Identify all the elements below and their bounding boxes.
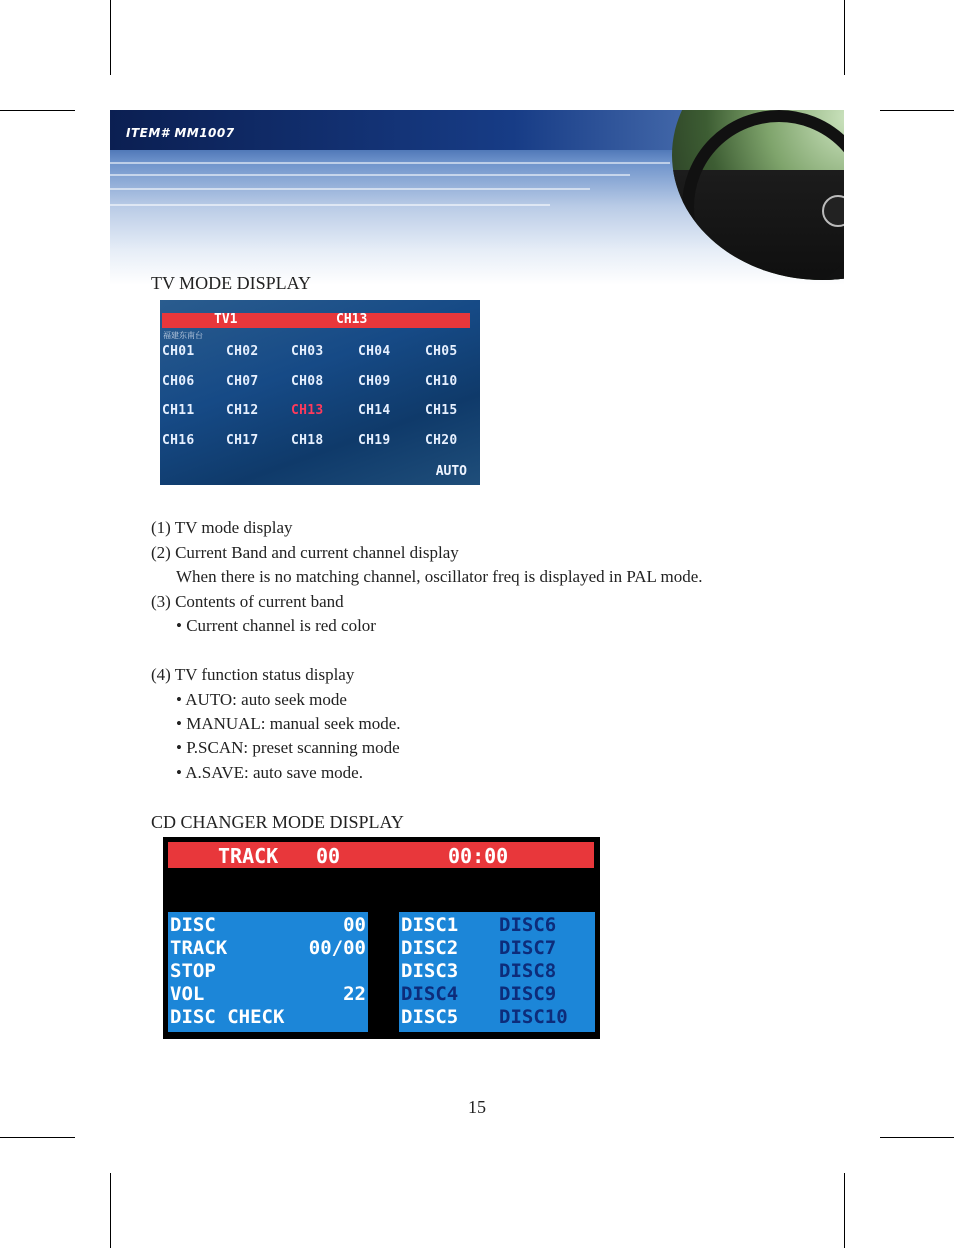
cd-changer-heading: CD CHANGER MODE DISPLAY — [151, 812, 404, 832]
tv-station-name: 福建东南台 — [163, 331, 203, 340]
channel-cell: CH14 — [358, 403, 391, 418]
header-banner — [110, 110, 844, 285]
cd-track-label: TRACK — [218, 844, 279, 868]
tv-current-channel: CH13 — [336, 312, 368, 327]
disc-slot: DISC3 — [401, 960, 459, 982]
cd-disc-panel — [399, 912, 595, 1032]
page-number: 15 — [468, 1097, 486, 1117]
cd-info-label: VOL — [170, 983, 205, 1005]
cd-changer-screen — [163, 837, 600, 1039]
disc-slot: DISC10 — [499, 1006, 568, 1028]
cd-track-value: 00 — [316, 844, 341, 868]
disc-slot: DISC6 — [499, 914, 557, 936]
channel-cell: CH08 — [291, 373, 324, 389]
note-line: • AUTO: auto seek mode — [176, 690, 347, 709]
crop-mark — [844, 1173, 845, 1248]
crop-mark — [844, 0, 845, 75]
disc-slot: DISC9 — [499, 983, 557, 1005]
tv-mode-screen — [160, 300, 480, 485]
note-line: • MANUAL: manual seek mode. — [176, 714, 401, 733]
channel-cell: CH06 — [162, 373, 195, 389]
cd-info-panel — [168, 912, 368, 1032]
channel-cell: CH13 — [291, 403, 324, 418]
disc-slot: DISC4 — [401, 983, 459, 1005]
banner-stripe — [110, 174, 630, 176]
channel-cell: CH02 — [226, 344, 259, 359]
note-line: • Current channel is red color — [176, 616, 376, 635]
channel-cell: CH01 — [162, 344, 195, 359]
cd-info-value: 22 — [343, 983, 366, 1005]
tv-mode-heading: TV MODE DISPLAY — [151, 273, 312, 293]
tv-band: TV1 — [214, 312, 238, 327]
note-line: (1) TV mode display — [151, 518, 293, 537]
banner-stripe — [110, 188, 590, 190]
cd-info-label: DISC CHECK — [170, 1006, 285, 1028]
channel-cell: CH20 — [425, 432, 458, 448]
channel-cell: CH16 — [162, 432, 195, 448]
channel-cell: CH10 — [425, 373, 458, 389]
channel-cell: CH05 — [425, 344, 458, 359]
channel-cell: CH11 — [162, 403, 195, 418]
crop-mark — [880, 1137, 954, 1138]
note-line: (2) Current Band and current channel display — [151, 543, 459, 562]
note-line: (3) Contents of current band — [151, 592, 344, 611]
channel-cell: CH18 — [291, 432, 324, 448]
crop-mark — [0, 110, 75, 111]
disc-slot: DISC8 — [499, 960, 557, 982]
tv-status-bar — [162, 313, 470, 328]
cd-time: 00:00 — [448, 844, 509, 868]
channel-cell: CH07 — [226, 373, 259, 389]
note-line: • A.SAVE: auto save mode. — [176, 763, 363, 782]
cd-status-bar — [168, 842, 594, 868]
cd-info-label: STOP — [170, 960, 216, 982]
channel-cell: CH09 — [358, 373, 391, 389]
channel-cell: CH17 — [226, 432, 259, 448]
cd-info-label: TRACK — [170, 937, 228, 959]
crop-mark — [880, 110, 954, 111]
disc-slot: DISC1 — [401, 914, 459, 936]
banner-stripe — [110, 204, 550, 206]
cd-info-value: 00 — [343, 914, 366, 936]
crop-mark — [110, 1173, 111, 1248]
disc-slot: DISC2 — [401, 937, 459, 959]
crop-mark — [110, 0, 111, 75]
cd-info-label: DISC — [170, 914, 216, 936]
car-interior-photo — [672, 110, 844, 280]
channel-cell: CH03 — [291, 344, 324, 359]
cd-info-value: 00/00 — [308, 937, 366, 959]
disc-slot: DISC5 — [401, 1006, 459, 1028]
disc-slot: DISC7 — [499, 937, 557, 959]
channel-cell: CH12 — [226, 403, 259, 418]
channel-cell: CH19 — [358, 432, 391, 448]
channel-cell: CH04 — [358, 344, 391, 359]
item-number: ITEM# MM1007 — [126, 126, 235, 140]
tv-function-status: AUTO — [435, 464, 467, 479]
tv-channel-grid — [160, 340, 480, 470]
channel-cell: CH15 — [425, 403, 458, 418]
note-line: When there is no matching channel, oscillator freq is displayed in PAL mode. — [176, 567, 703, 586]
steering-wheel-shape — [682, 110, 844, 280]
crop-mark — [0, 1137, 75, 1138]
note-line: • P.SCAN: preset scanning mode — [176, 738, 400, 757]
note-line: (4) TV function status display — [151, 665, 355, 684]
banner-stripe — [110, 162, 670, 164]
